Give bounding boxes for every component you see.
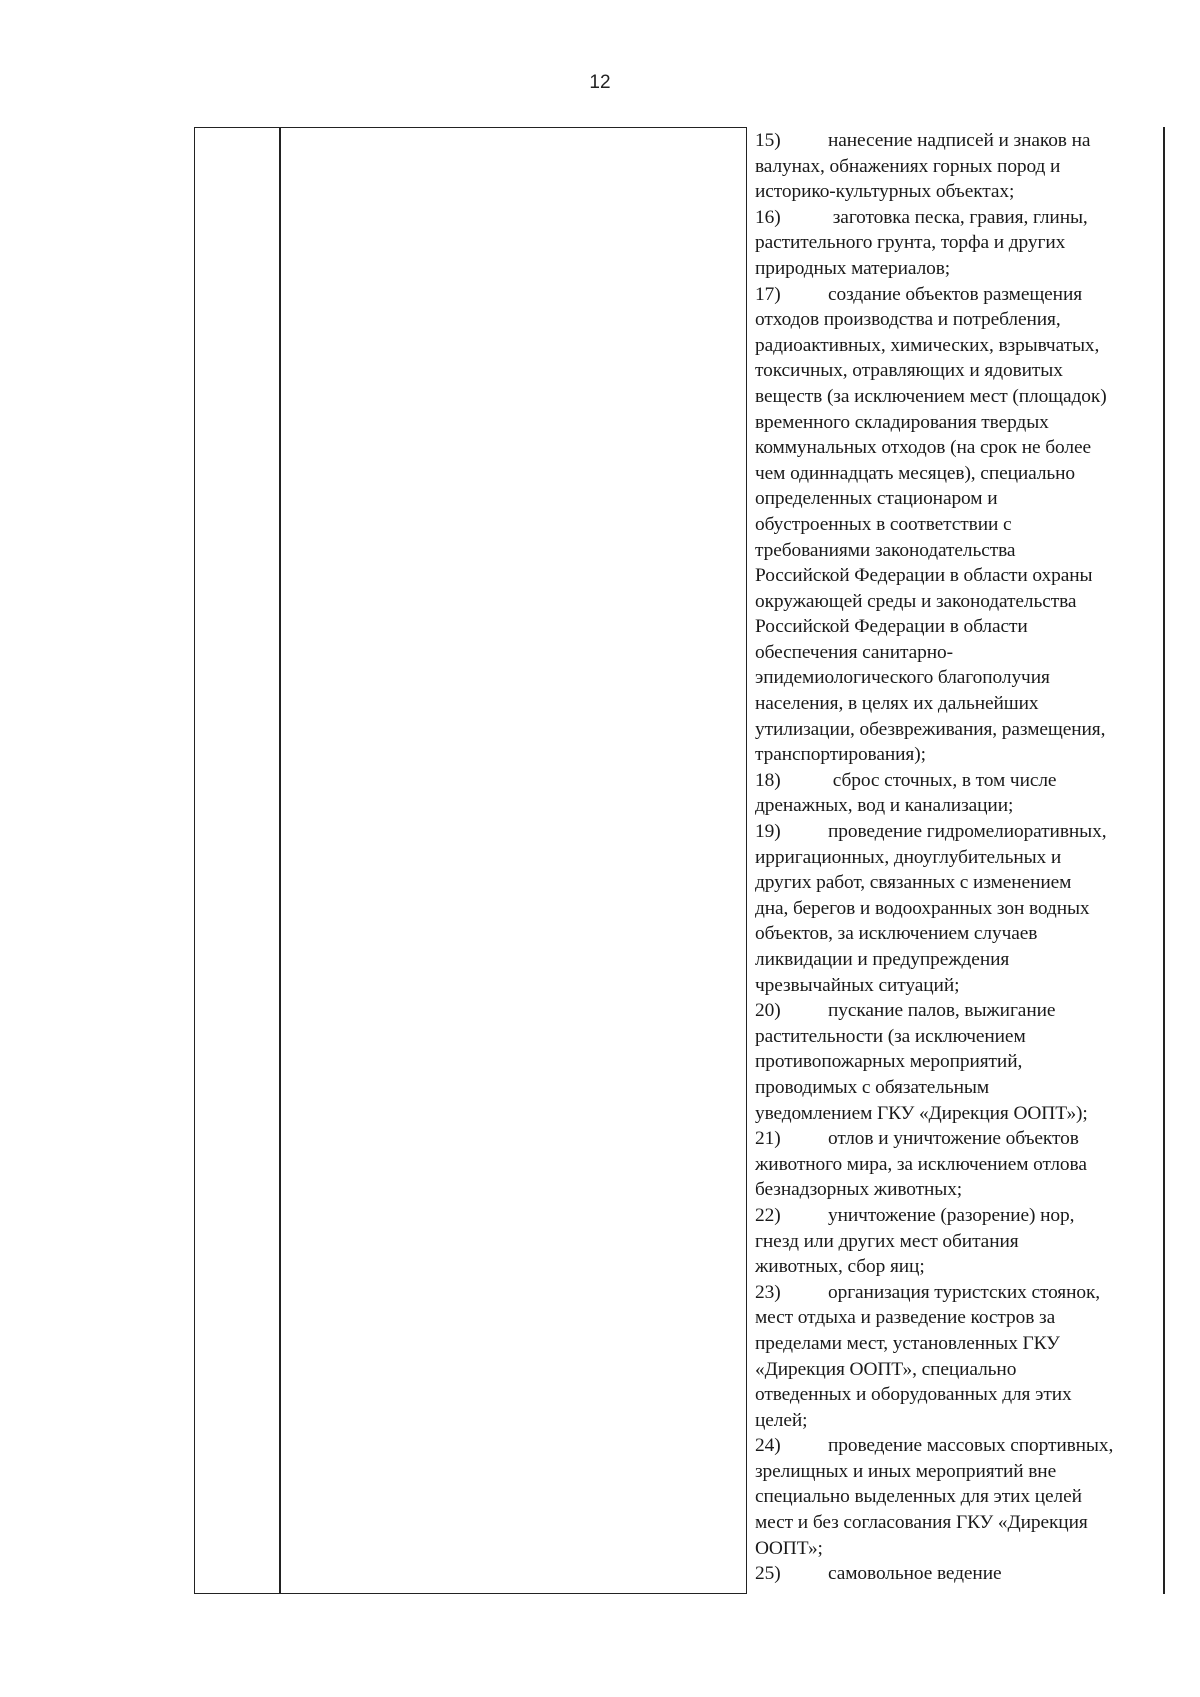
list-item	[755, 1561, 1165, 1587]
prohibitions-list	[755, 128, 1165, 1587]
list-item-line: отведенных и оборудованных для этих	[755, 1384, 1072, 1406]
list-item-line: животного мира, за исключением отлова	[755, 1153, 1087, 1175]
list-item-number: 19)	[755, 821, 781, 843]
list-item-line: целей;	[755, 1409, 808, 1431]
list-item-line: ООПТ»;	[755, 1537, 823, 1559]
list-item-line: гнезд или других мест обитания	[755, 1230, 1019, 1252]
list-item-line	[755, 819, 1165, 845]
list-item-line: временного складирования твердых	[755, 411, 1049, 433]
list-item-text: уничтожение (разорение) нор,	[828, 1204, 1075, 1226]
list-item-text: самовольное ведение	[828, 1563, 1002, 1585]
list-item-line: животных, сбор яиц;	[755, 1256, 925, 1278]
list-item-number: 17)	[755, 283, 781, 305]
list-item-line: обустроенных в соответствии с	[755, 513, 1012, 535]
list-item-line: обеспечения санитарно-	[755, 641, 953, 663]
list-item-number: 21)	[755, 1128, 781, 1150]
list-item-line: историко-культурных объектах;	[755, 181, 1015, 203]
list-item-line	[755, 1561, 1165, 1587]
list-item-line: уведомлением ГКУ «Дирекция ООПТ»);	[755, 1102, 1088, 1124]
list-item-line: утилизации, обезвреживания, размещения,	[755, 718, 1106, 740]
list-item	[755, 205, 1165, 282]
list-item-line: коммунальных отходов (на срок не более	[755, 437, 1091, 459]
list-item-line: мест и без согласования ГКУ «Дирекция	[755, 1512, 1088, 1534]
list-item-line: специально выделенных для этих целей	[755, 1486, 1082, 1508]
list-item-line	[755, 998, 1165, 1024]
list-item-line: валунах, обнажениях горных пород и	[755, 155, 1061, 177]
list-item-number: 16)	[755, 206, 781, 228]
list-item-text: заготовка песка, гравия, глины,	[828, 206, 1088, 228]
table-column-divider	[279, 127, 281, 1594]
list-item-line: токсичных, отравляющих и ядовитых	[755, 360, 1063, 382]
list-item-line: растительности (за исключением	[755, 1025, 1026, 1047]
list-item-text: создание объектов размещения	[828, 283, 1083, 305]
list-item-text: отлов и уничтожение объектов	[828, 1128, 1079, 1150]
list-item-line: чем одиннадцать месяцев), специально	[755, 462, 1076, 484]
list-item-number: 24)	[755, 1435, 781, 1457]
list-item-line: чрезвычайных ситуаций;	[755, 974, 960, 996]
list-item-text: сброс сточных, в том числе	[828, 769, 1057, 791]
list-item-line: окружающей среды и законодательства	[755, 590, 1077, 612]
list-item-number: 18)	[755, 769, 781, 791]
list-item	[755, 1126, 1165, 1203]
list-item-line: растительного грунта, торфа и других	[755, 232, 1066, 254]
list-item-line	[755, 205, 1165, 231]
list-item	[755, 282, 1165, 768]
list-item-text: организация туристских стоянок,	[828, 1281, 1101, 1303]
list-item-line: дна, берегов и водоохранных зон водных	[755, 897, 1090, 919]
list-item	[755, 819, 1165, 998]
list-item-line: определенных стационаром и	[755, 488, 998, 510]
list-item-line: проводимых с обязательным	[755, 1076, 990, 1098]
list-item-text: пускание палов, выжигание	[828, 1000, 1056, 1022]
list-item-line	[755, 1280, 1165, 1306]
list-item-line: других работ, связанных с изменением	[755, 872, 1072, 894]
list-item-line	[755, 1203, 1165, 1229]
list-item-line: зрелищных и иных мероприятий вне	[755, 1460, 1057, 1482]
list-item-line: дренажных, вод и канализации;	[755, 795, 1014, 817]
list-item-line: ирригационных, дноуглубительных и	[755, 846, 1062, 868]
list-item-line: Российской Федерации в области охраны	[755, 565, 1093, 587]
list-item	[755, 768, 1165, 819]
list-item-text: проведение гидромелиоративных,	[828, 821, 1107, 843]
list-item	[755, 998, 1165, 1126]
list-item-line: «Дирекция ООПТ», специально	[755, 1358, 1017, 1380]
list-item-line: Российской Федерации в области	[755, 616, 1028, 638]
list-item-line	[755, 1126, 1165, 1152]
list-item-line: пределами мест, установленных ГКУ	[755, 1332, 1060, 1354]
list-item-line: объектов, за исключением случаев	[755, 923, 1038, 945]
list-item-line: мест отдыха и разведение костров за	[755, 1307, 1056, 1329]
table-left-columns	[194, 127, 747, 1594]
list-item-line: радиоактивных, химических, взрывчатых,	[755, 334, 1100, 356]
list-item-line	[755, 768, 1165, 794]
list-item-line: населения, в целях их дальнейших	[755, 693, 1039, 715]
list-item-line	[755, 1433, 1165, 1459]
list-item-number: 15)	[755, 130, 781, 151]
list-item-line	[755, 128, 1165, 154]
list-item-text: проведение массовых спортивных,	[828, 1435, 1114, 1457]
list-item-line: природных материалов;	[755, 257, 951, 279]
list-item-line: требованиями законодательства	[755, 539, 1016, 561]
list-item-line: эпидемиологического благополучия	[755, 667, 1050, 689]
list-item	[755, 1203, 1165, 1280]
list-item-number: 20)	[755, 1000, 781, 1022]
list-item-line: ликвидации и предупреждения	[755, 949, 1010, 970]
list-item-line: транспортирования);	[755, 744, 926, 766]
list-item-number: 25)	[755, 1563, 781, 1585]
list-item-line: отходов производства и потребления,	[755, 309, 1061, 331]
list-item-line	[755, 282, 1165, 308]
list-item	[755, 1280, 1165, 1434]
list-item-line: противопожарных мероприятий,	[755, 1051, 1023, 1073]
list-item-number: 23)	[755, 1281, 781, 1303]
list-item-line: безнадзорных животных;	[755, 1179, 963, 1201]
list-item	[755, 128, 1165, 205]
list-item-text: нанесение надписей и знаков на	[828, 130, 1091, 151]
list-item-number: 22)	[755, 1204, 781, 1226]
list-item	[755, 1433, 1165, 1561]
list-item-line: веществ (за исключением мест (площадок)	[755, 385, 1107, 407]
page-number: 12	[589, 72, 611, 93]
